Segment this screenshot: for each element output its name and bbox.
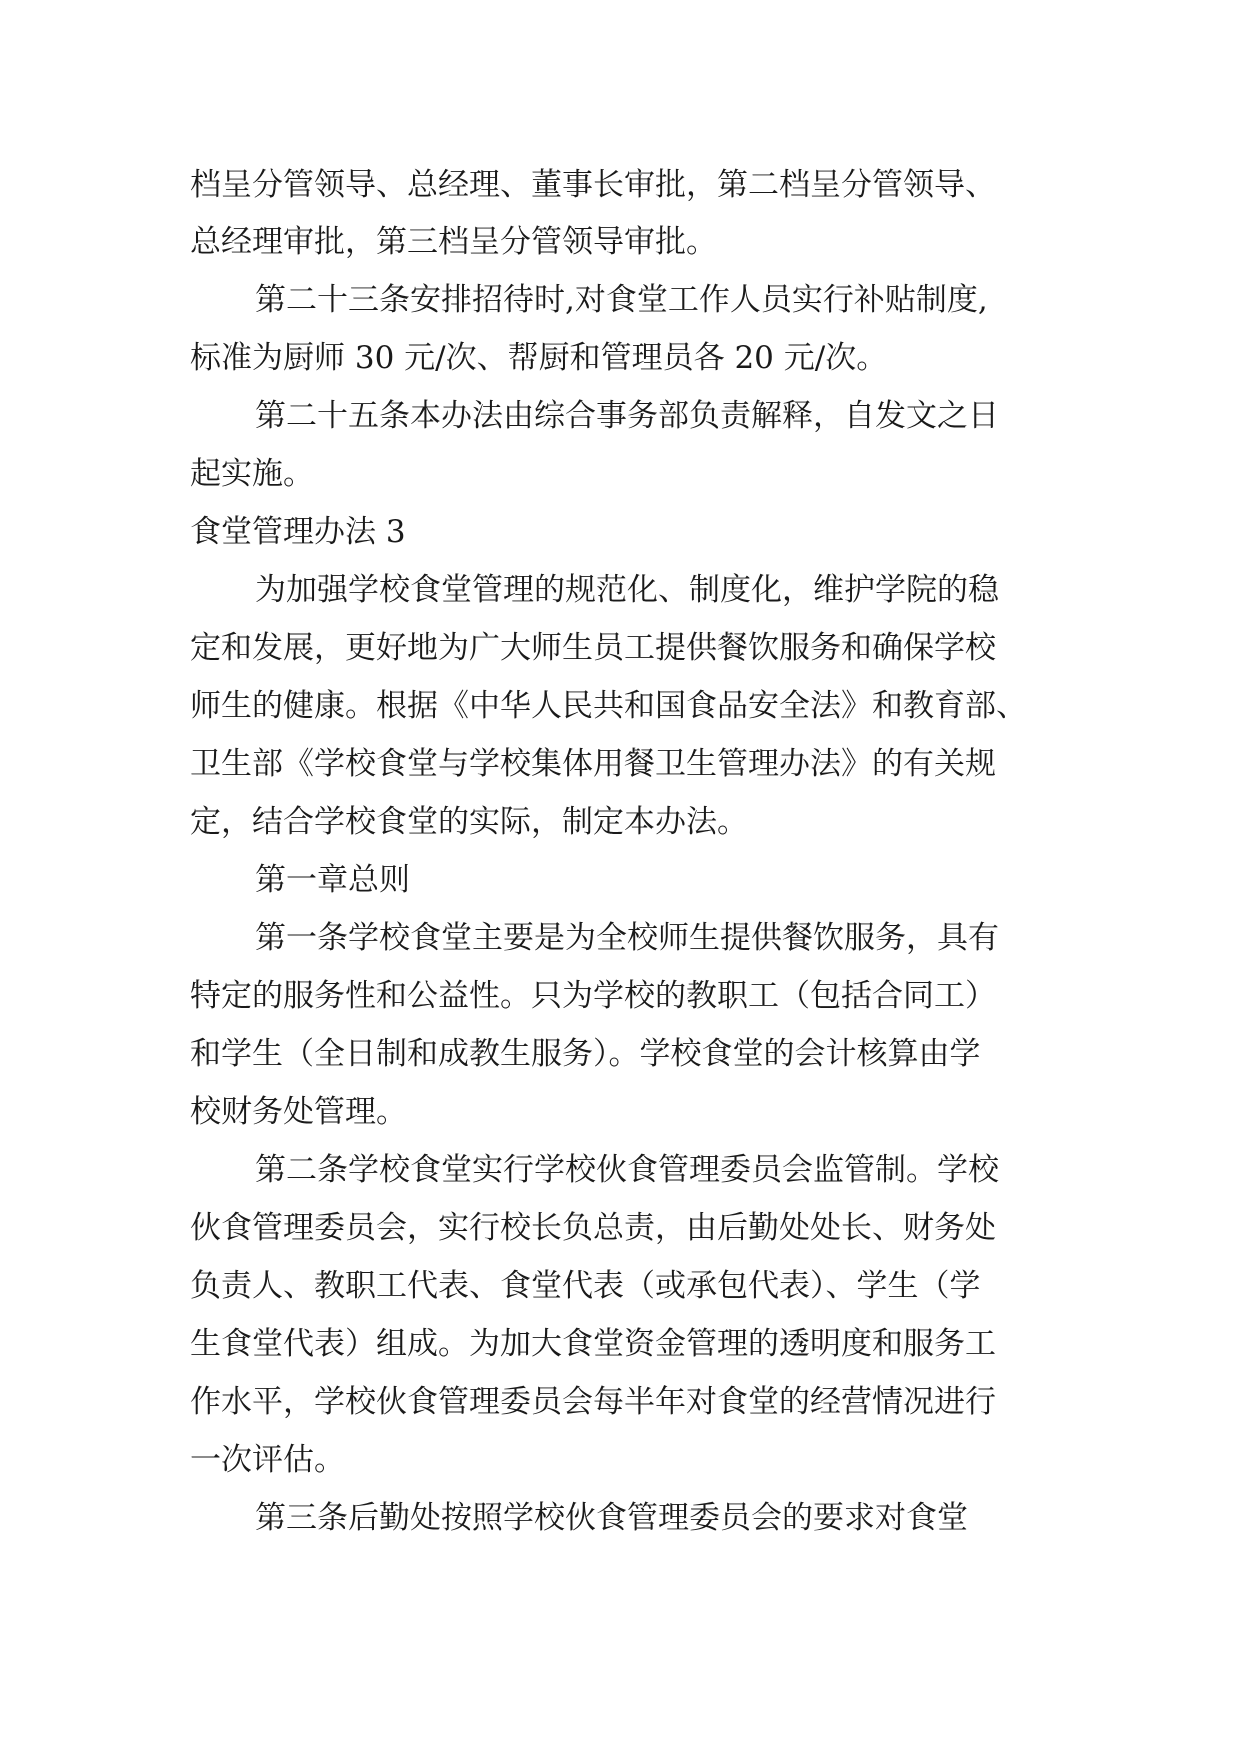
text-line: 定，结合学校食堂的实际，制定本办法。: [190, 804, 748, 840]
text-line: 第三条后勤处按照学校伙食管理委员会的要求对食堂: [255, 1500, 968, 1536]
text-line: 师生的健康。根据《中华人民共和国食品安全法》和教育部、: [190, 688, 1027, 724]
section-heading: 食堂管理办法 3: [190, 514, 406, 550]
text-line: 一次评估。: [190, 1442, 345, 1478]
text-line: 为加强学校食堂管理的规范化、制度化，维护学院的稳: [255, 572, 999, 608]
text-line: 第二十五条本办法由综合事务部负责解释，自发文之日: [255, 398, 999, 434]
text-line: 和学生（全日制和成教生服务）。学校食堂的会计核算由学: [190, 1036, 981, 1072]
chapter-heading: 第一章总则: [255, 862, 410, 898]
text-line: 总经理审批，第三档呈分管领导审批。: [190, 224, 717, 260]
text-line: 特定的服务性和公益性。只为学校的教职工（包括合同工）: [190, 978, 996, 1014]
text-line: 定和发展，更好地为广大师生员工提供餐饮服务和确保学校: [190, 630, 996, 666]
text-line: 第一条学校食堂主要是为全校师生提供餐饮服务，具有: [255, 920, 999, 956]
text-line: 第二条学校食堂实行学校伙食管理委员会监管制。学校: [255, 1152, 999, 1188]
text-line: 卫生部《学校食堂与学校集体用餐卫生管理办法》的有关规: [190, 746, 996, 782]
text-line: 伙食管理委员会，实行校长负总责，由后勤处处长、财务处: [190, 1210, 996, 1246]
text-line: 负责人、教职工代表、食堂代表（或承包代表）、学生（学: [190, 1268, 981, 1304]
text-line: 标准为厨师 30 元/次、帮厨和管理员各 20 元/次。: [190, 340, 888, 376]
text-line: 起实施。: [190, 456, 314, 492]
text-line: 档呈分管领导、总经理、董事长审批，第二档呈分管领导、: [190, 167, 996, 203]
text-line: 作水平，学校伙食管理委员会每半年对食堂的经营情况进行: [190, 1384, 996, 1420]
text-line: 生食堂代表）组成。为加大食堂资金管理的透明度和服务工: [190, 1326, 996, 1362]
text-line: 校财务处管理。: [190, 1094, 407, 1130]
text-line: 第二十三条安排招待时,对食堂工作人员实行补贴制度,: [255, 282, 988, 318]
